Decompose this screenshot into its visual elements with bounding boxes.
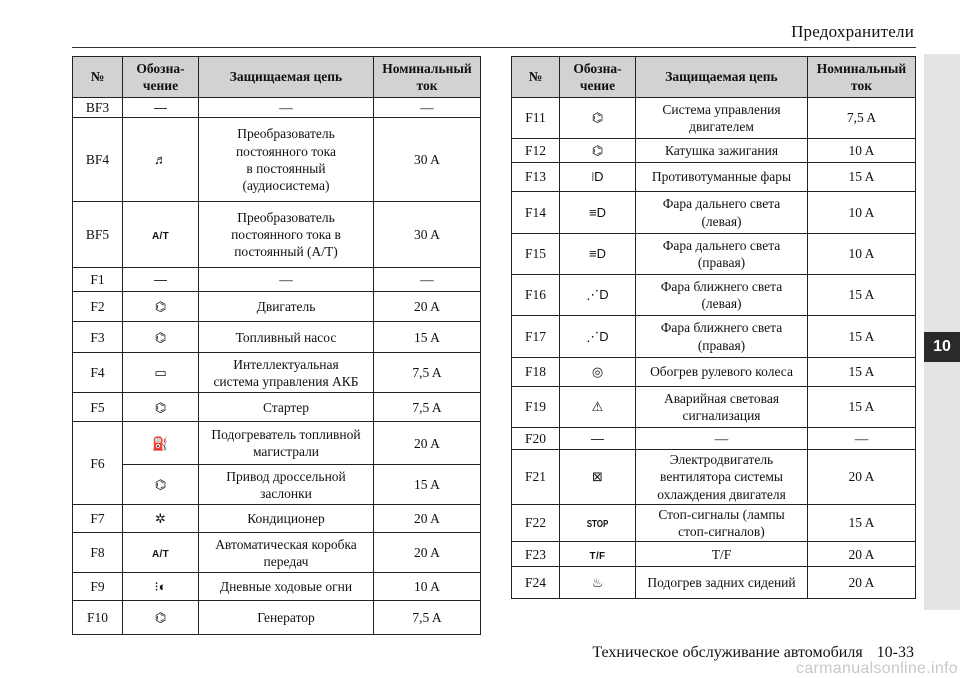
rated-current-cell: 7,5 A [808, 98, 916, 139]
fuse-number-cell: F20 [512, 428, 560, 450]
fog-light-icon: ⧘D [591, 169, 604, 185]
none-dash: — [154, 100, 167, 115]
protected-circuit-cell: Фара дальнего света (левая) [636, 192, 808, 234]
col-header-rating: Номинальный ток [374, 57, 481, 98]
fuse-symbol-cell [123, 98, 199, 118]
rated-current-cell: 10 A [808, 192, 916, 234]
fuse-number-cell: F8 [73, 533, 123, 573]
fuse-number-cell: F21 [512, 450, 560, 505]
high-beam-icon: ≡D [589, 204, 606, 220]
radiator-fan-icon: ⊠ [592, 469, 603, 485]
low-beam-icon: ⋰D [586, 287, 609, 303]
protected-circuit-cell: — [199, 98, 374, 118]
col-header-symbol: Обозна- чение [560, 57, 636, 98]
fuse-symbol-cell [560, 163, 636, 192]
table-row [512, 567, 916, 599]
table-row [73, 353, 481, 393]
rated-current-cell: 15 A [808, 316, 916, 358]
table-row [512, 316, 916, 358]
col-header-num: № [73, 57, 123, 98]
at-text-icon: A/T [151, 549, 169, 561]
fuel-heater-icon: ⛽ [152, 435, 169, 451]
rated-current-cell: 20 A [808, 542, 916, 567]
rated-current-cell: — [808, 428, 916, 450]
fuse-symbol-cell [123, 268, 199, 292]
fuse-number-cell: F23 [512, 542, 560, 567]
table-row [512, 163, 916, 192]
rated-current-cell: 30 A [374, 118, 481, 202]
fuse-number-cell: F14 [512, 192, 560, 234]
stop-lamp-icon: STOP [586, 519, 609, 531]
protected-circuit-cell: Генератор [199, 601, 374, 635]
fuse-symbol-cell [560, 275, 636, 316]
protected-circuit-cell: Автоматическая коробка передач [199, 533, 374, 573]
protected-circuit-cell: — [636, 428, 808, 450]
tf-text-icon: T/F [589, 550, 606, 562]
table-row [512, 139, 916, 163]
protected-circuit-cell: Фара ближнего света (правая) [636, 316, 808, 358]
fuse-number-cell: F22 [512, 504, 560, 542]
fuse-symbol-cell [560, 428, 636, 450]
rated-current-cell: 15 A [808, 163, 916, 192]
table-row [73, 268, 481, 292]
table-row [73, 393, 481, 422]
audio-note-icon: ♬ [154, 152, 167, 168]
table-row [73, 98, 481, 118]
protected-circuit-cell: Система управления двигателем [636, 98, 808, 139]
fuse-symbol-cell [123, 202, 199, 268]
table-row [73, 118, 481, 202]
fuse-symbol-cell [123, 393, 199, 422]
protected-circuit-cell: Интеллектуальная система управления АКБ [199, 353, 374, 393]
hazard-icon: ⚠ [591, 399, 604, 415]
rated-current-cell: 7,5 A [374, 393, 481, 422]
fuse-symbol-cell [560, 567, 636, 599]
fuse-symbol-cell [123, 322, 199, 353]
rated-current-cell: 7,5 A [374, 601, 481, 635]
fuse-number-cell: F16 [512, 275, 560, 316]
fuse-number-cell: F3 [73, 322, 123, 353]
table-row [512, 98, 916, 139]
protected-circuit-cell: — [199, 268, 374, 292]
table-row [73, 202, 481, 268]
fuse-number-cell: F15 [512, 234, 560, 275]
fuse-symbol-cell [123, 465, 199, 505]
fuse-symbol-cell [123, 573, 199, 601]
page-number: 10-33 [876, 644, 914, 661]
ac-fan-icon: ✲ [155, 511, 166, 527]
rated-current-cell: 10 A [808, 234, 916, 275]
table-row [512, 542, 916, 567]
table-row [73, 422, 481, 465]
fuse-number-cell: F10 [73, 601, 123, 635]
watermark: carmanualsonline.info [796, 660, 958, 677]
table-row [512, 275, 916, 316]
chapter-badge: 10 [924, 332, 960, 362]
engine-icon: ⌬ [154, 299, 167, 315]
fuse-symbol-cell [560, 139, 636, 163]
table-row [73, 601, 481, 635]
rated-current-cell: 7,5 A [374, 353, 481, 393]
table-row [512, 504, 916, 542]
protected-circuit-cell: Противотуманные фары [636, 163, 808, 192]
fuse-number-cell: F2 [73, 292, 123, 322]
fuse-symbol-cell [560, 504, 636, 542]
fuse-number-cell: F12 [512, 139, 560, 163]
rated-current-cell: 20 A [374, 505, 481, 533]
fuse-number-cell: F6 [73, 422, 123, 505]
protected-circuit-cell: Топливный насос [199, 322, 374, 353]
rated-current-cell: — [374, 98, 481, 118]
rated-current-cell: 15 A [808, 504, 916, 542]
rated-current-cell: 20 A [374, 533, 481, 573]
fuse-symbol-cell [123, 292, 199, 322]
col-header-circuit: Защищаемая цепь [199, 57, 374, 98]
table-row [512, 234, 916, 275]
rated-current-cell: — [374, 268, 481, 292]
table-row [512, 428, 916, 450]
protected-circuit-cell: Фара дальнего света (правая) [636, 234, 808, 275]
seat-heater-icon: ♨ [591, 575, 604, 591]
fuse-symbol-cell [560, 192, 636, 234]
fuse-number-cell: BF4 [73, 118, 123, 202]
rated-current-cell: 15 A [374, 465, 481, 505]
rated-current-cell: 10 A [808, 139, 916, 163]
table-row [73, 533, 481, 573]
battery-icon: ▭ [154, 365, 167, 381]
table-row [73, 292, 481, 322]
fuse-symbol-cell [560, 450, 636, 505]
footer-section-title: Техническое обслуживание автомобиля [592, 644, 863, 661]
protected-circuit-cell: T/F [636, 542, 808, 567]
table-row [512, 387, 916, 428]
engine-icon: ⌬ [154, 610, 167, 626]
rated-current-cell: 20 A [374, 292, 481, 322]
fuse-symbol-cell [123, 353, 199, 393]
protected-circuit-cell: Двигатель [199, 292, 374, 322]
engine-icon: ⌬ [154, 399, 167, 415]
fuse-symbol-cell [560, 234, 636, 275]
fuse-number-cell: F24 [512, 567, 560, 599]
engine-icon: ⌬ [591, 142, 604, 158]
protected-circuit-cell: Привод дроссельной заслонки [199, 465, 374, 505]
steering-heater-icon: ◎ [591, 364, 604, 380]
table-row [73, 505, 481, 533]
col-header-circuit: Защищаемая цепь [636, 57, 808, 98]
protected-circuit-cell: Аварийная световая сигнализация [636, 387, 808, 428]
high-beam-icon: ≡D [589, 246, 606, 262]
fuse-number-cell: F19 [512, 387, 560, 428]
protected-circuit-cell: Преобразователь постоянного тока в постоянный (A/T) [199, 202, 374, 268]
fuse-symbol-cell [123, 533, 199, 573]
col-header-num: № [512, 57, 560, 98]
page-header-title: Предохранители [791, 22, 914, 41]
fuse-table-right [511, 56, 916, 599]
rated-current-cell: 20 A [374, 422, 481, 465]
low-beam-icon: ⋰D [586, 328, 609, 344]
table-row [512, 450, 916, 505]
fuse-number-cell: F5 [73, 393, 123, 422]
fuse-symbol-cell [123, 422, 199, 465]
table-row [512, 192, 916, 234]
fuse-number-cell: F9 [73, 573, 123, 601]
col-header-symbol: Обозна- чение [123, 57, 199, 98]
rated-current-cell: 15 A [808, 387, 916, 428]
protected-circuit-cell: Катушка зажигания [636, 139, 808, 163]
rated-current-cell: 15 A [808, 358, 916, 387]
fuse-number-cell: F1 [73, 268, 123, 292]
fuse-number-cell: F17 [512, 316, 560, 358]
rated-current-cell: 15 A [374, 322, 481, 353]
fuse-number-cell: F18 [512, 358, 560, 387]
fuse-symbol-cell [560, 316, 636, 358]
fuse-symbol-cell [560, 358, 636, 387]
fuse-symbol-cell [560, 98, 636, 139]
protected-circuit-cell: Стартер [199, 393, 374, 422]
protected-circuit-cell: Обогрев рулевого колеса [636, 358, 808, 387]
fuse-number-cell: F11 [512, 98, 560, 139]
rated-current-cell: 15 A [808, 275, 916, 316]
protected-circuit-cell: Электродвигатель вентилятора системы охлаждения двигателя [636, 450, 808, 505]
fuse-symbol-cell [123, 118, 199, 202]
protected-circuit-cell: Подогрев задних сидений [636, 567, 808, 599]
fuse-number-cell: F4 [73, 353, 123, 393]
engine-icon: ⌬ [154, 329, 167, 345]
fuse-table-left [72, 56, 481, 635]
table-header-row [73, 57, 481, 98]
protected-circuit-cell: Стоп-сигналы (лампы стоп-сигналов) [636, 504, 808, 542]
fuse-symbol-cell [123, 601, 199, 635]
daytime-lights-icon: ⁝◐ [154, 579, 167, 595]
table-row [73, 573, 481, 601]
protected-circuit-cell: Кондиционер [199, 505, 374, 533]
rated-current-cell: 20 A [808, 450, 916, 505]
at-text-icon: A/T [151, 231, 169, 243]
fuse-number-cell: BF3 [73, 98, 123, 118]
table-row [512, 358, 916, 387]
fuse-number-cell: F7 [73, 505, 123, 533]
engine-icon: ⌬ [591, 110, 604, 126]
protected-circuit-cell: Преобразователь постоянного тока в постоянный (аудиосистема) [199, 118, 374, 202]
none-dash: — [154, 272, 167, 288]
protected-circuit-cell: Дневные ходовые огни [199, 573, 374, 601]
rated-current-cell: 30 A [374, 202, 481, 268]
table-header-row [512, 57, 916, 98]
fuse-symbol-cell [560, 542, 636, 567]
engine-icon: ⌬ [154, 477, 167, 493]
fuse-symbol-cell [123, 505, 199, 533]
fuse-symbol-cell [560, 387, 636, 428]
table-row [73, 465, 481, 505]
header-rule [72, 47, 916, 48]
col-header-rating: Номинальный ток [808, 57, 916, 98]
fuse-number-cell: BF5 [73, 202, 123, 268]
fuse-number-cell: F13 [512, 163, 560, 192]
table-row [73, 322, 481, 353]
rated-current-cell: 10 A [374, 573, 481, 601]
none-dash: — [591, 430, 604, 446]
protected-circuit-cell: Подогреватель топливной магистрали [199, 422, 374, 465]
rated-current-cell: 20 A [808, 567, 916, 599]
protected-circuit-cell: Фара ближнего света (левая) [636, 275, 808, 316]
